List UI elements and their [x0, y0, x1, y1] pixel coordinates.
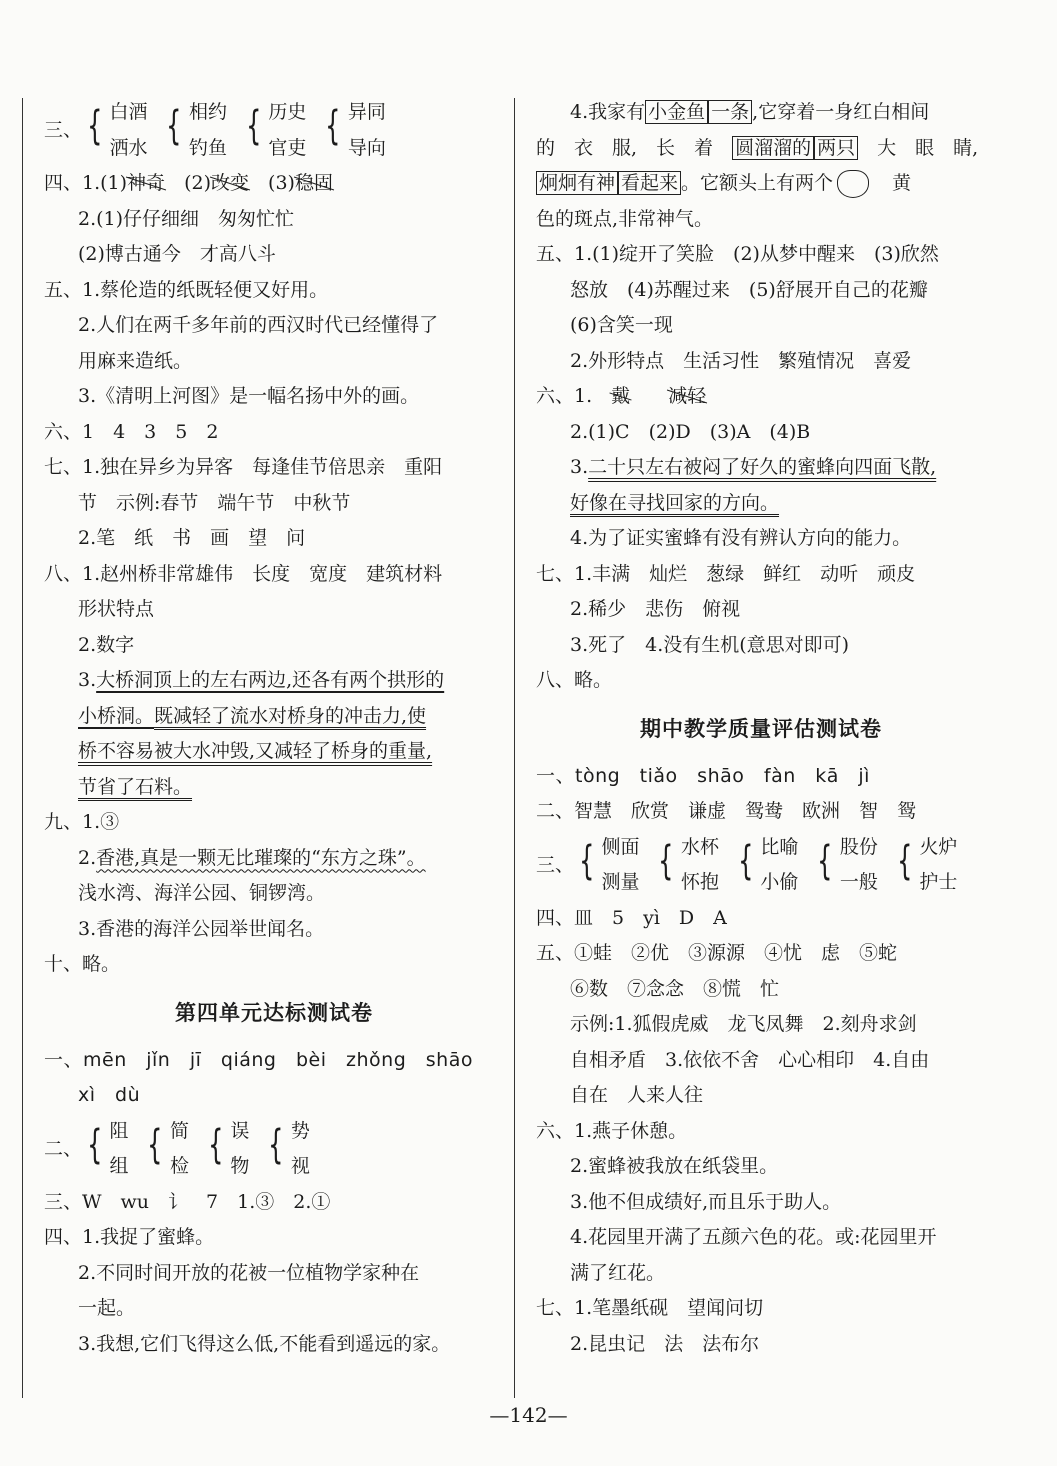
- answer-8-line-7: 节省了石料。: [78, 775, 193, 798]
- unit4-answer-7-line-1: 七、1.丰满 灿烂 葱绿 鲜红 动听 顽皮: [536, 562, 916, 585]
- unit4-answer-5-line-3: (6)含笑一现: [570, 314, 673, 336]
- unit4-answer-5-line-1: 五、1.(1)绽开了笑脸 (2)从梦中醒来 (3)欣然: [536, 243, 939, 265]
- answer-5-line-3: 用麻来造纸。: [78, 349, 193, 372]
- unit4-answer-4-item-4-line-3: 炯炯有神 看起来 。它额头上有两个 黄: [536, 166, 986, 202]
- answer-5-line-2: 2.人们在两千多年前的西汉时代已经懂得了: [78, 314, 439, 336]
- unit4-answer-8-line-1: 八、略。: [536, 669, 613, 691]
- answer-10-line-1: 十、略。: [44, 953, 121, 975]
- answer-3-word-groups: 三、 { 白酒 洒水 { 相约 钓鱼 { 历史 官吏 { 异同 导向: [44, 101, 386, 159]
- answer-8-line-3: 2.数字: [78, 633, 135, 656]
- unit4-answer-3-line-1: 三、W wu 讠 7 1.③ 2.①: [44, 1190, 331, 1213]
- unit4-answer-6-line-2: 2.(1)C (2)D (3)A (4)B: [570, 420, 811, 443]
- midterm-answer-6-line-4: 4.花园里开满了五颜六色的花。或:花园里开: [570, 1226, 937, 1248]
- midterm-answer-5-line-1: 五、①蛙 ②优 ③源源 ④忧 虑 ⑤蛇: [536, 942, 898, 964]
- unit4-answer-4-item-4-line-1: 4.我家有 小金鱼 一条 ,它穿着一身红白相间: [570, 101, 930, 123]
- left-column: [44, 95, 504, 1362]
- unit4-answer-6-line-5: 4.为了证实蜜蜂有没有辨认方向的能力。: [570, 527, 912, 549]
- right-column: [536, 95, 986, 1362]
- midterm-answer-5-line-4: 自相矛盾 3.依依不舍 心心相印 4.自由: [570, 1048, 930, 1071]
- section-title-midterm: 期中教学质量评估测试卷: [640, 716, 882, 741]
- midterm-answer-2-line-1: 二、智慧 欣赏 谦虚 鸳鸯 欧洲 智 鸳: [536, 800, 917, 822]
- answer-6-line-1: 六、1 4 3 5 2: [44, 420, 219, 443]
- midterm-answer-5-line-2: ⑥数 ⑦念念 ⑧慌 忙: [570, 977, 780, 1000]
- unit4-answer-5-line-2: 怒放 (4)苏醒过来 (5)舒展开自己的花瓣: [570, 278, 928, 301]
- answer-9-line-1: 九、1.③: [44, 811, 120, 833]
- column-divider: [514, 98, 515, 1398]
- answer-9-line-4: 3.香港的海洋公园举世闻名。: [78, 917, 325, 940]
- unit4-answer-1-line-1: 一、mēn jǐn jī qiáng bèi zhǒng shāo: [44, 1048, 473, 1071]
- unit4-answer-4-item-4-line-2: 的 衣 服, 长 着 圆溜溜的 两只 大 眼 睛,: [536, 136, 979, 159]
- answer-4-line-2: 2.(1)仔仔细细 匆匆忙忙: [78, 207, 295, 230]
- unit4-answer-6-line-4: 好像在寻找回家的方向。: [570, 491, 780, 514]
- midterm-answer-3-word-groups: 三、 { 侧面 测量 { 水杯 怀抱 { 比喻 小偷 { 股份 一般 { 火炉 护士: [536, 835, 958, 893]
- section-title-unit-4: 第四单元达标测试卷: [175, 1000, 373, 1025]
- left-margin-rule: [22, 98, 23, 1398]
- answer-5-line-4: 3.《清明上河图》是一幅名扬中外的画。: [78, 385, 420, 407]
- answer-7-line-1: 七、1.独在异乡为异客 每逢佳节倍思亲 重阳: [44, 456, 443, 478]
- midterm-answer-7-line-1: 七、1.笔墨纸砚 望闻问切: [536, 1297, 764, 1319]
- unit4-answer-4-item-4-line-4: 色的斑点,非常神气。: [536, 207, 714, 230]
- answer-8-line-6: 桥不容易被大水冲毁,又减轻了桥身的重量,: [78, 740, 433, 762]
- answer-9-line-3: 浅水湾、海洋公园、铜锣湾。: [78, 882, 326, 904]
- unit4-answer-2-word-groups: 二、 { 阻 组 { 简 检 { 误 物 { 势 视: [44, 1119, 310, 1177]
- midterm-answer-1-line-1: 一、tòng tiǎo shāo fàn kā jì: [536, 764, 870, 787]
- unit4-answer-6-line-1: 六、1. 戴 减轻: [536, 385, 707, 407]
- midterm-answer-6-line-2: 2.蜜蜂被我放在纸袋里。: [570, 1155, 779, 1177]
- answer-9-line-2: 2.香港,真是一颗无比璀璨的“东方之珠”。: [78, 846, 426, 869]
- midterm-answer-7-line-2: 2.昆虫记 法 法布尔: [570, 1332, 760, 1355]
- midterm-answer-6-line-1: 六、1.燕子休憩。: [536, 1119, 688, 1142]
- answer-4-line-3: (2)博古通今 才高八斗: [78, 243, 276, 265]
- midterm-answer-6-line-5: 满了红花。: [570, 1261, 666, 1284]
- unit4-answer-5-line-4: 2.外形特点 生活习性 繁殖情况 喜爱: [570, 349, 912, 372]
- answer-5-line-1: 五、1.蔡伦造的纸既轻便又好用。: [44, 278, 329, 301]
- answer-4-line-1: 四、1.(1)神奇 (2)改变 (3)稳固: [44, 172, 333, 194]
- unit4-answer-7-line-3: 3.死了 4.没有生机(意思对即可): [570, 633, 850, 656]
- answer-8-line-2: 形状特点: [78, 598, 155, 620]
- page-number: —142—: [489, 1403, 568, 1427]
- unit4-answer-1-line-2: xì dù: [78, 1084, 141, 1106]
- answer-8-line-1: 八、1.赵州桥非常雄伟 长度 宽度 建筑材料: [44, 562, 443, 585]
- answer-7-line-3: 2.笔 纸 书 画 望 问: [78, 527, 306, 549]
- midterm-answer-4-line-1: 四、皿 5 yì D A: [536, 906, 727, 929]
- midterm-answer-5-line-5: 自在 人来人往: [570, 1084, 704, 1106]
- answer-7-line-2: 节 示例:春节 端午节 中秋节: [78, 491, 351, 514]
- unit4-answer-7-line-2: 2.稀少 悲伤 俯视: [570, 598, 741, 620]
- answer-8-line-5: 小桥洞。既减轻了流水对桥身的冲击力,使: [78, 704, 427, 727]
- midterm-answer-5-line-3: 示例:1.狐假虎威 龙飞凤舞 2.刻舟求剑: [570, 1013, 917, 1035]
- unit4-answer-4-line-2: 2.不同时间开放的花被一位植物学家种在: [78, 1261, 420, 1284]
- hand-drawn-circle-mark: [837, 170, 869, 198]
- midterm-answer-6-line-3: 3.他不但成绩好,而且乐于助人。: [570, 1190, 842, 1213]
- unit4-answer-4-line-3: 一起。: [78, 1297, 136, 1319]
- unit4-answer-6-line-3: 3.二十只左右被闷了好久的蜜蜂向四面飞散,: [570, 456, 937, 478]
- unit4-answer-4-line-1: 四、1.我捉了蜜蜂。: [44, 1226, 215, 1248]
- answer-8-line-4: 3.大桥洞顶上的左右两边,还各有两个拱形的: [78, 669, 445, 691]
- unit4-answer-4-line-4: 3.我想,它们飞得这么低,不能看到遥远的家。: [78, 1332, 451, 1355]
